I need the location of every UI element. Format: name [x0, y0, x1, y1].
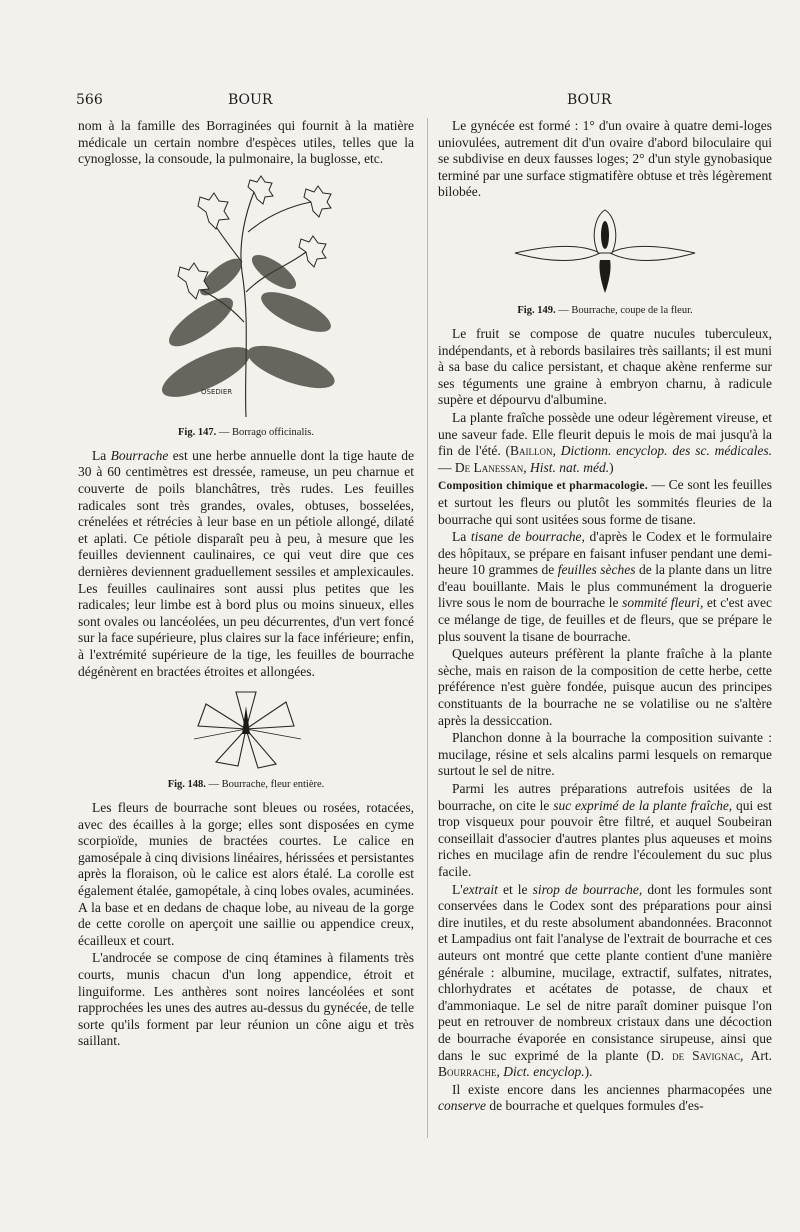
figure-number: Fig. 148. [167, 779, 206, 791]
paragraph: Les fleurs de bourrache sont bleues ou rosées, rotacées, avec des écailles à la gorge; elles sont disposées en cyme scorpioïde, munies de bractées courtes. Le calice en gamosépale à cinq divisions linéaires, hérissées et persistantes après la floraison, où le calice est alors étalé. La corolle est également étalée, gamopétale, à cinq lobes ovales, acuminées. A la base et en dedans de chaque lobe, au niveau de la gorge de cette corolle on aperçoit une saillie ou appendice creux, écailleux et court. [78, 800, 414, 948]
term: extrait [462, 881, 498, 897]
text: — Ce sont les feuilles et surtout les fleurs ou plutôt les sommités fleuries de la bourrache qui sont usitées sous forme de tisane. [438, 477, 772, 527]
author: Baillon [510, 443, 553, 459]
figure-number: Fig. 149. [517, 304, 556, 316]
paragraph: nom à la famille des Borraginées qui fournit à la matière médicale un certain nombre d'espèces utiles, telles que la cynoglosse, la consoude, la pulmonaire, la buglosse, etc. [78, 118, 414, 167]
paragraph [438, 529, 772, 645]
text: — [438, 459, 455, 475]
text: d'après le Codex et le formulaire des hôpitaux, se prépare en faisant infuser pendant une demi-heure 10 grammes de [438, 529, 772, 578]
paragraph [438, 1082, 772, 1115]
paragraph [438, 410, 772, 476]
figure-caption-text: — Bourrache, fleur entière. [208, 779, 325, 791]
text: , [496, 1064, 504, 1080]
paragraph: Le fruit se compose de quatre nucules tuberculeux, indépendants, et à rebords basilaires très saillants; il est muni à sa base du calice persistant, et chaque akène renferme sur ses téguments une graine à embryon charnu, à radicule supère et dépourvu d'albumine. [438, 325, 772, 408]
running-header [0, 92, 800, 112]
paragraph [438, 882, 772, 1081]
text: est une herbe annuelle dont la tige haute de 30 à 60 centimètres est dressée, rameuse, un peu charnue et couverte de poils blanchâtres, très rudes. Les feuilles radicales sont très grandes, ovales, obtuses, bosselées, crénelées et rétrécies à leur base en un pétiole allongé, dilaté et aplati. Ce pétiole disparaît peu à peu, à mesure que les feuilles deviennent caulinaires, ce qui veut dire que ces dernières deviennent graduellement sessiles et amplexicaules. Les feuilles caulinaires sont aussi plus petites que les radicales; leur limbe est à bord plus ou moins sinueux, elles sont ovales ou lancéolées, un peu décurrentes, d'un vert foncé sur la face supérieure, plus claires sur la face inférieure; enfin, à l'extrémité supérieure de la tige, les feuilles de bourrache dégénèrent en bractées étroites et allongées. [78, 447, 414, 679]
paragraph: Le gynécée est formé : 1° d'un ovaire à quatre demi-loges uniovulées, autrement dit d'un ovaire d'abord biloculaire qui se subdivise en deux fausses loges; 2° d'un style gynobasique terminé par une surface stigmatifère obtuse et très légèrement bilobée. [438, 118, 772, 200]
author: de Savignac [672, 1047, 740, 1063]
text: ). [584, 1064, 593, 1080]
text: La plante fraîche possède une odeur légèrement vireuse, et une saveur fade. Elle fleurit depuis le mois de mai jusqu'à la fin de l'été. ( [438, 409, 772, 459]
text: La [92, 447, 111, 463]
paragraph [438, 781, 772, 881]
text: Parmi les autres préparations autrefois usitées de la bourrache, on cite le [438, 781, 772, 813]
figure-caption [438, 304, 772, 318]
paragraph: Quelques auteurs préfèrent la plante fraîche à la plante sèche, mais en raison de la composition de cette herbe, cette préférence n'est guère fondée, puisque aucun des principes constituants de la bourrache ne se volatilise ou ne s'altère après la dessiccation. [438, 646, 772, 728]
text: , Art. [739, 1047, 773, 1063]
term: feuilles sèches [557, 562, 636, 578]
column-divider [427, 118, 428, 1138]
section-heading: Composition chimique et pharmacologie. [438, 480, 648, 493]
figure-caption [78, 778, 414, 792]
text: ) [609, 459, 614, 475]
flower-section-illustration [510, 205, 700, 300]
text: dont les formules sont conservées dans le Codex sont des préparations pour ainsi dire inutiles, et du reste absolument abandonnées. Braconnot et Lampadius ont fait l'analyse de l'extrait de bourrache et ces auteurs ont montré que cette plante contient d'une manière générale : albumine, mucilage, extractif, sulfates, nitrates, chlorhydrates et acétates de potasse, de chaux et d'ammoniaque. Le sel de nitre paraît dominer puisque l'on peut en retrouver de nombreux cristaux dans une décoction de bourrache évaporée en consistance sirupeuse, ainsi que dans le suc exprimé de la plante (D. [438, 881, 772, 1063]
term: sirop de bourrache, [532, 881, 643, 897]
paragraph [78, 448, 414, 680]
text: de bourrache et quelques formules d'es- [485, 1098, 704, 1114]
header-right-title: BOUR [567, 92, 612, 108]
term: tisane de bourrache, [470, 529, 585, 545]
text: Il existe encore dans les anciennes pharmacopées une [452, 1081, 772, 1097]
page-number: 566 [76, 92, 103, 108]
figure-148 [78, 684, 414, 792]
borage-plant-illustration [146, 172, 346, 422]
author: De Lanessan [454, 459, 524, 475]
reference: Dict. encyclop. [503, 1064, 585, 1080]
figure-caption-text: — Borrago officinalis. [218, 426, 314, 438]
figure-caption [78, 426, 414, 440]
right-column [438, 118, 772, 1116]
paragraph: Planchon donne à la bourrache la composition suivante : mucilage, résine et sels alcalins parmi lesquels on remarque surtout le sel de nitre. [438, 730, 772, 779]
reference: , Hist. nat. méd. [523, 459, 610, 475]
term: Bourrache [110, 447, 169, 463]
figure-147 [78, 172, 414, 440]
borage-flower-illustration [176, 684, 316, 774]
engraver-signature: OSEDIER [201, 387, 233, 396]
header-left-title: BOUR [228, 92, 273, 108]
left-column [78, 118, 414, 1051]
text: La [452, 529, 471, 545]
reference: , Dictionn. encyclop. des sc. médicales. [552, 443, 772, 459]
article-title: Bourrache [438, 1064, 497, 1080]
text: L' [452, 881, 463, 897]
text: de la plante dans un litre d'eau bouillante. Mais le plus communément la droguerie livre sous le nom de bourrache le [438, 562, 772, 611]
paragraph: L'androcée se compose de cinq étamines à filaments très courts, munis chacun d'un long appendice, étroit et linguiforme. Les anthères sont noires lancéolées et sont rapprochées les unes des autres au-dessus du gynécée, de telle sorte qu'ils forment par leur réunion un cône aigu et très saillant. [78, 950, 414, 1049]
figure-number: Fig. 147. [177, 426, 217, 438]
text: qui est trop visqueux pour pouvoir être filtré, et auquel Soubeiran conseillait d'associer d'autres plantes plus aqueuses et moins riches en mucilage afin de rendre l'écoulement du suc plus facile. [438, 797, 772, 879]
figure-149 [438, 205, 772, 318]
figure-caption-text: — Bourrache, coupe de la fleur. [558, 304, 693, 316]
term: suc exprimé de la plante fraîche, [553, 797, 733, 813]
text: et c'est avec ce mélange de tige, de feuilles et de fleurs, que se prépare le plus souvent la tisane de bourrache. [438, 595, 772, 644]
text: et le [497, 881, 533, 897]
term: conserve [438, 1098, 486, 1114]
term: sommité fleuri, [622, 595, 704, 611]
paragraph [438, 477, 772, 528]
